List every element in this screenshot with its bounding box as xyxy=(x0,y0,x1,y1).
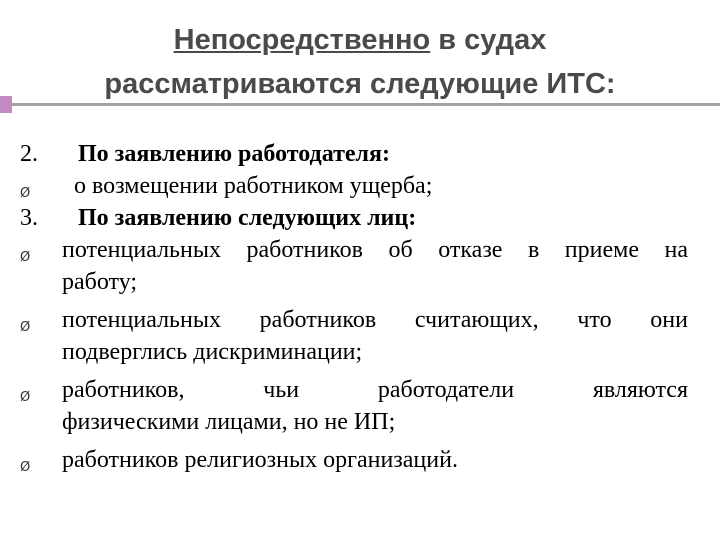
list-item xyxy=(20,304,688,368)
list-item xyxy=(20,374,688,438)
title-line-1 xyxy=(40,18,680,62)
slide-title xyxy=(40,18,680,106)
accent-square xyxy=(0,96,12,113)
item-text: По заявлению работодателя: xyxy=(78,141,390,167)
item-text-line-1: потенциальных работников считающих, что они xyxy=(62,307,688,333)
item-text-line-1: работников, чьи работодатели являются xyxy=(62,377,688,403)
list-item-2 xyxy=(20,138,688,170)
title-line-1-rest: в судах xyxy=(430,24,547,56)
title-underlined-word: Непосредственно xyxy=(173,24,431,56)
list-item xyxy=(20,444,688,476)
item-text-line-1: потенциальных работников об отказе в приеме на xyxy=(62,237,688,263)
item-text: По заявлению следующих лиц: xyxy=(78,205,417,231)
arrow-bullet-icon: Ø xyxy=(20,250,31,265)
item-text-line-2: физическими лицами, но не ИП; xyxy=(62,409,396,435)
arrow-bullet-icon: Ø xyxy=(20,390,31,405)
arrow-bullet-icon: Ø xyxy=(20,186,31,201)
list-item xyxy=(20,234,688,298)
title-divider xyxy=(0,103,720,106)
item-text: работников религиозных организаций. xyxy=(62,447,458,473)
arrow-bullet-icon: Ø xyxy=(20,320,31,335)
arrow-bullet-icon: Ø xyxy=(20,460,31,475)
list-item xyxy=(20,170,688,202)
list-item-3 xyxy=(20,202,688,234)
number-marker: 3. xyxy=(20,205,38,231)
title-line-2: рассматриваются следующие ИТС: xyxy=(104,68,616,100)
bullet-list xyxy=(20,138,688,476)
item-text: о возмещении работником ущерба; xyxy=(74,173,433,199)
item-text-line-2: работу; xyxy=(62,269,138,295)
number-marker: 2. xyxy=(20,141,38,167)
item-text-line-2: подверглись дискриминации; xyxy=(62,339,363,365)
